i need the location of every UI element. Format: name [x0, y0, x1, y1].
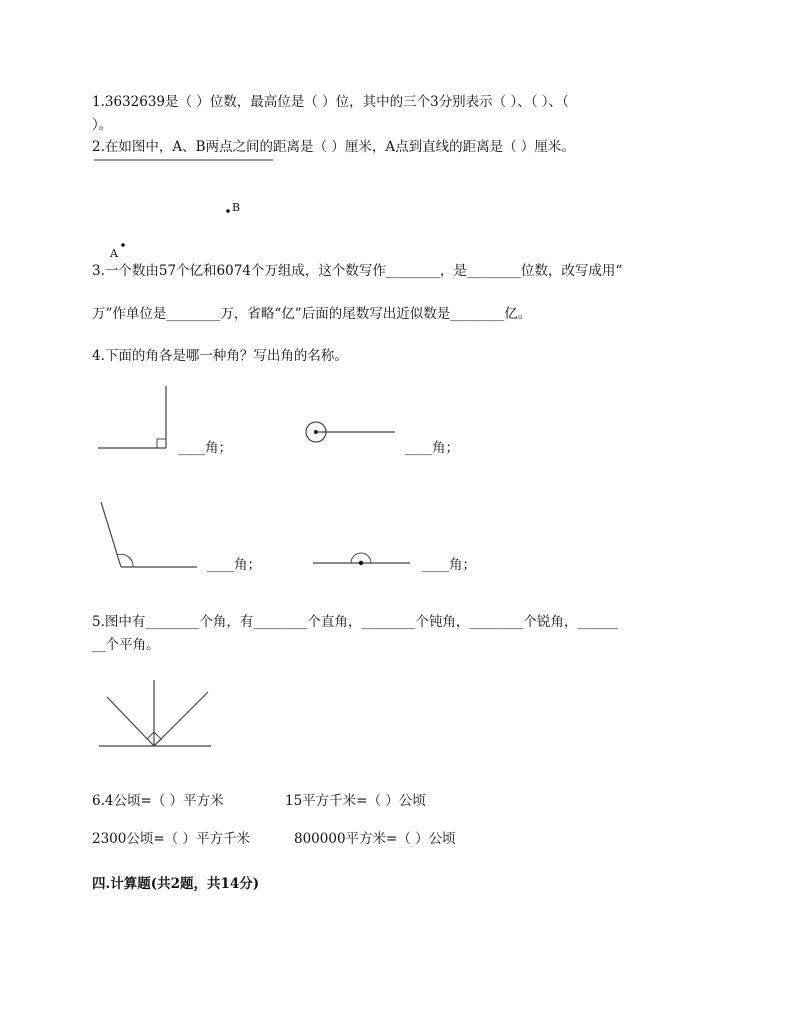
q2-text: 2.在如图中，A、B两点之间的距离是（ ）厘米，A点到直线的距离是（ ）厘米。 [92, 139, 575, 155]
right-angle-figure [98, 386, 166, 448]
q5-angles-figure [99, 680, 211, 746]
q3-line1: 3.一个数由57个亿和6074个万组成，这个数写作________，是________位数，改写成用“ [92, 263, 623, 279]
q5-line1: 5.图中有________个角，有________个直角，________个钝角，________个锐角，______ [92, 614, 618, 630]
q5-line2: __个平角。 [92, 637, 160, 653]
straight-angle-figure [313, 553, 410, 565]
q2-point-a-label: A [110, 247, 118, 260]
q1-line2: ）。 [92, 117, 113, 133]
q2-point-b-label: B [232, 201, 241, 214]
obtuse-angle-figure [101, 502, 197, 567]
q2-point-b-dot [226, 209, 230, 213]
q4-answer-right-angle: ____角； [178, 440, 232, 456]
q1-line1: 1.3632639是（ ）位数，最高位是（ ）位，其中的三个3分别表示（ ）、（ ）、（ [92, 94, 569, 110]
q3-line2: 万”作单位是________万，省略“亿”后面的尾数写出近似数是________亿。 [92, 306, 532, 322]
q4-answer-obtuse-angle: ____角； [207, 557, 261, 573]
q2-point-a-dot [121, 243, 125, 247]
q6-item-c: 2300公顷=（ ）平方千米 [92, 831, 250, 847]
section-title: 四.计算题(共2题，共14分) [92, 876, 260, 892]
q4-answer-round-angle: ____角； [405, 440, 459, 456]
q6-item-b: 15平方千米=（ ）公顷 [285, 793, 426, 809]
q4-prompt: 4.下面的角各是哪一种角？写出角的名称。 [92, 348, 348, 364]
round-angle-figure [306, 422, 395, 442]
q6-item-a: 6.4公顷=（ ）平方米 [92, 793, 224, 809]
q4-answer-straight-angle: ____角； [422, 557, 476, 573]
q6-item-d: 800000平方米=（ ）公顷 [294, 831, 456, 847]
